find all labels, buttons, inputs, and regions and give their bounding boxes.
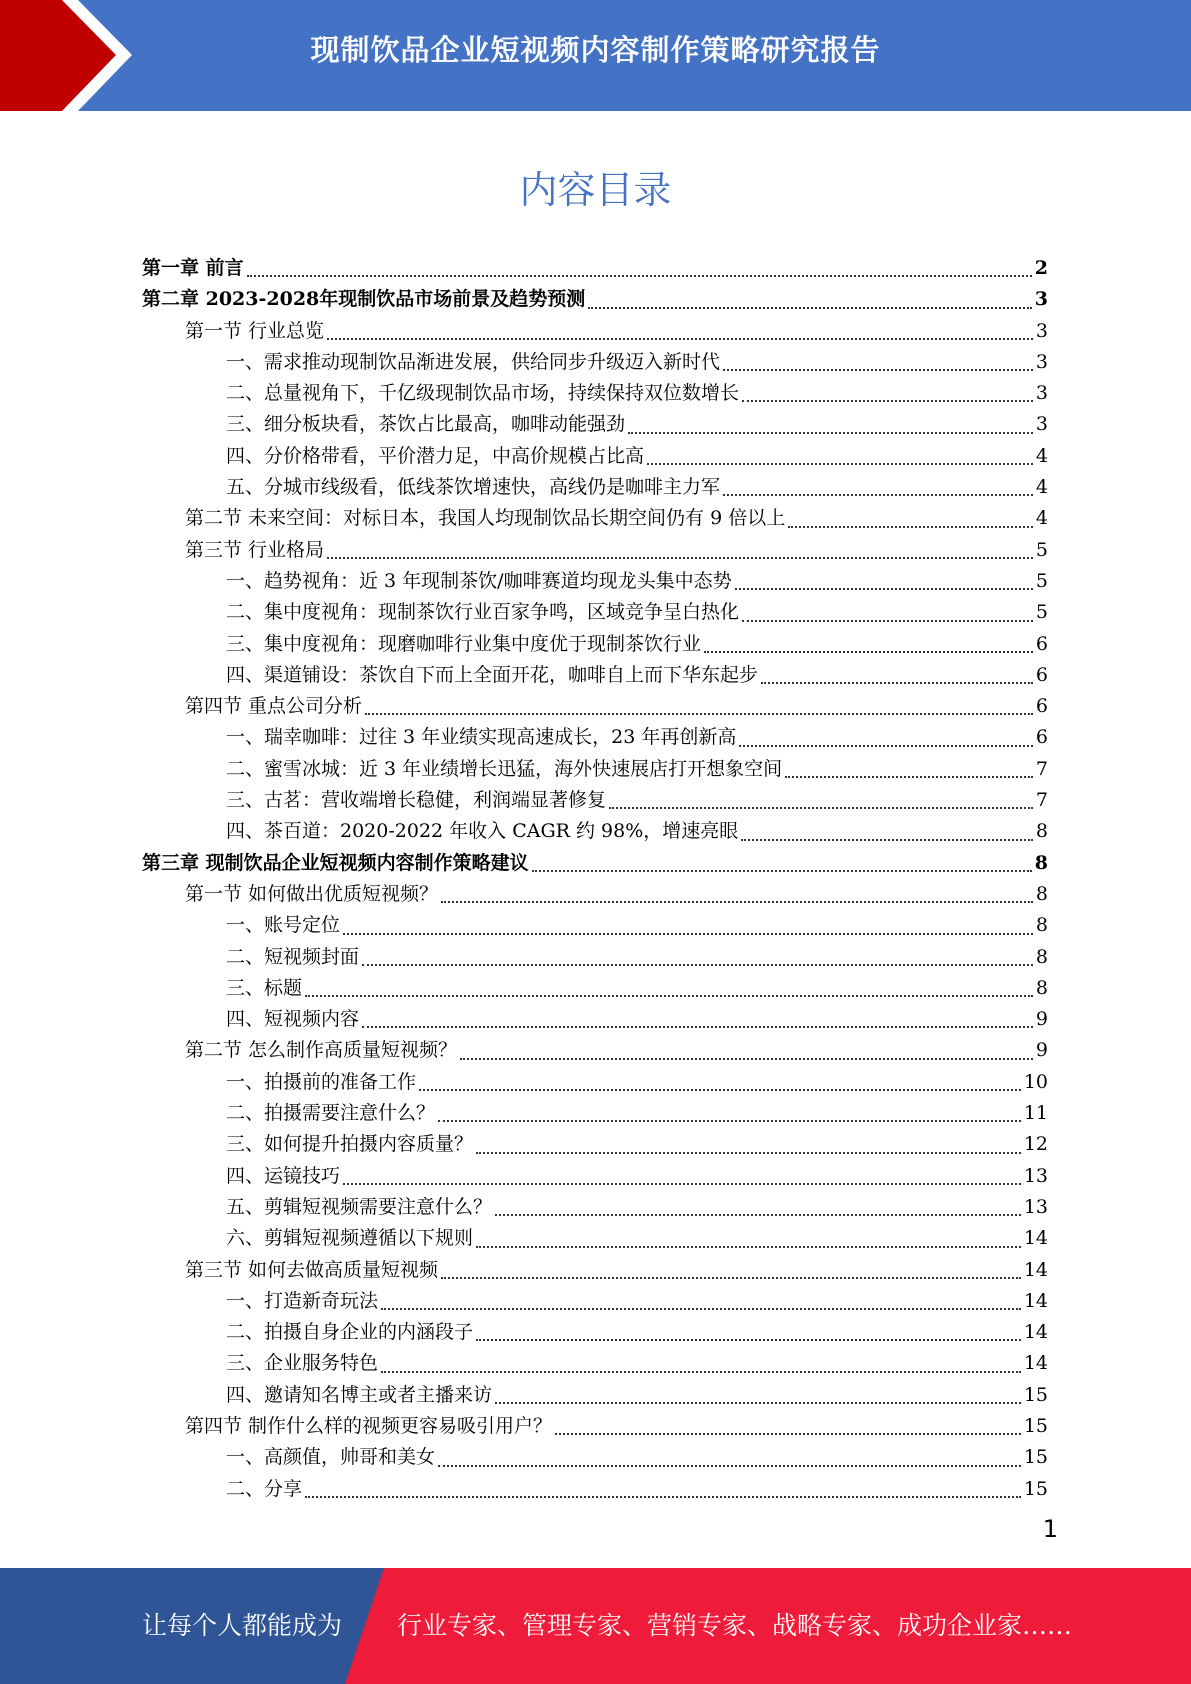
toc-entry-title: 三、标题 [226, 976, 303, 999]
toc-dot-leader [735, 588, 1033, 590]
toc-entry[interactable] [142, 378, 1048, 409]
toc-entry-page: 3 [1035, 413, 1048, 436]
toc-dot-leader [723, 369, 1033, 371]
toc-dot-leader [588, 307, 1032, 309]
toc-dot-leader [381, 1371, 1021, 1373]
toc-dot-leader [476, 1152, 1021, 1154]
toc-entry-page: 6 [1035, 632, 1048, 655]
toc-entry[interactable] [142, 1129, 1048, 1160]
toc-entry[interactable] [142, 910, 1048, 941]
toc-entry-page: 3 [1035, 319, 1048, 342]
toc-dot-leader [343, 1183, 1021, 1185]
toc-dot-leader [723, 494, 1033, 496]
toc-entry-title: 第一章 前言 [142, 257, 244, 279]
toc-entry[interactable] [142, 722, 1048, 753]
toc-dot-leader [628, 432, 1033, 434]
toc-entry-page: 9 [1035, 1008, 1048, 1031]
toc-entry[interactable] [142, 973, 1048, 1004]
toc-entry-title: 第三章 现制饮品企业短视频内容制作策略建议 [142, 851, 529, 874]
toc-entry-page: 6 [1035, 726, 1048, 749]
toc-entry[interactable] [142, 316, 1048, 347]
toc-entry[interactable] [142, 1348, 1048, 1379]
toc-entry-page: 14 [1023, 1227, 1048, 1250]
toc-dot-leader [438, 1465, 1021, 1467]
toc-entry-page: 15 [1023, 1414, 1048, 1437]
toc-entry-page: 9 [1035, 1039, 1048, 1062]
toc-entry[interactable] [142, 597, 1048, 628]
toc-entry-page: 10 [1023, 1070, 1048, 1093]
toc-entry-title: 三、细分板块看，茶饮占比最高，咖啡动能强劲 [226, 413, 626, 436]
toc-entry-page: 15 [1023, 1477, 1048, 1500]
toc-entry-page: 12 [1023, 1133, 1048, 1156]
toc-entry-title: 第二节 怎么制作高质量短视频？ [185, 1039, 458, 1062]
toc-entry-title: 一、需求推动现制饮品渐进发展，供给同步升级迈入新时代 [226, 350, 721, 373]
toc-entry[interactable] [142, 1223, 1048, 1254]
toc-dot-leader [785, 776, 1033, 778]
table-of-contents [142, 253, 1048, 1505]
toc-entry-page: 14 [1023, 1352, 1048, 1375]
toc-entry-page: 13 [1023, 1164, 1048, 1187]
toc-dot-leader [327, 338, 1033, 340]
toc-entry-title: 一、高颜值，帅哥和美女 [226, 1446, 436, 1469]
toc-entry[interactable] [142, 566, 1048, 597]
toc-entry-page: 3 [1035, 350, 1048, 373]
toc-entry-title: 一、打造新奇玩法 [226, 1289, 379, 1312]
toc-dot-leader [476, 1339, 1021, 1341]
toc-dot-leader [419, 1089, 1021, 1091]
toc-dot-leader [555, 1433, 1021, 1435]
footer-slogan-right: 行业专家、管理专家、营销专家、战略专家、成功企业家…… [397, 1611, 1073, 1640]
toc-entry-page: 14 [1023, 1289, 1048, 1312]
toc-entry[interactable] [142, 879, 1048, 910]
toc-entry-title: 第四节 重点公司分析 [185, 695, 363, 718]
toc-entry[interactable] [142, 785, 1048, 816]
toc-entry[interactable] [142, 535, 1048, 566]
toc-entry-page: 4 [1035, 444, 1048, 467]
toc-entry[interactable] [142, 1098, 1048, 1129]
toc-dot-leader [532, 870, 1032, 872]
toc-entry-title: 第二章 2023-2028年现制饮品市场前景及趋势预测 [142, 288, 586, 311]
toc-entry-title: 五、剪辑短视频需要注意什么？ [226, 1195, 493, 1218]
toc-dot-leader [305, 995, 1033, 997]
toc-entry-title: 第二节 未来空间：对标日本，我国人均现制饮品长期空间仍有 9 倍以上 [185, 507, 786, 530]
toc-dot-leader [343, 933, 1033, 935]
toc-entry[interactable] [142, 1442, 1048, 1473]
toc-dot-leader [742, 620, 1033, 622]
page-footer [0, 1568, 1191, 1684]
toc-entry[interactable] [142, 1035, 1048, 1066]
toc-entry-title: 一、拍摄前的准备工作 [226, 1070, 417, 1093]
toc-heading: 内容目录 [519, 168, 672, 212]
toc-dot-leader [647, 463, 1033, 465]
toc-entry-page: 13 [1023, 1195, 1048, 1218]
toc-entry-title: 第三节 行业格局 [185, 538, 325, 561]
toc-dot-leader [365, 713, 1033, 715]
toc-entry-title: 二、短视频封面 [226, 945, 360, 968]
toc-dot-leader [441, 901, 1033, 903]
toc-dot-leader [305, 1496, 1021, 1498]
toc-entry-title: 四、渠道铺设：茶饮自下而上全面开花，咖啡自上而下华东起步 [226, 663, 759, 686]
toc-entry-page: 8 [1035, 914, 1048, 937]
toc-dot-leader [704, 651, 1033, 653]
toc-entry[interactable] [142, 503, 1048, 534]
toc-entry-title: 第一节 如何做出优质短视频？ [185, 882, 439, 905]
toc-entry[interactable] [142, 347, 1048, 378]
toc-entry-page: 8 [1035, 945, 1048, 968]
toc-dot-leader [788, 526, 1033, 528]
toc-entry[interactable] [142, 691, 1048, 722]
toc-entry-title: 三、企业服务特色 [226, 1352, 379, 1375]
toc-entry-title: 四、邀请知名博主或者主播来访 [226, 1383, 493, 1406]
toc-entry[interactable] [142, 942, 1048, 973]
toc-entry[interactable] [142, 816, 1048, 847]
toc-dot-leader [381, 1308, 1021, 1310]
toc-entry[interactable] [142, 660, 1048, 691]
toc-entry[interactable] [142, 1004, 1048, 1035]
toc-dot-leader [495, 1214, 1021, 1216]
page-number: 1 [1042, 1515, 1058, 1543]
toc-entry-page: 5 [1035, 538, 1048, 561]
toc-dot-leader [742, 400, 1033, 402]
toc-entry[interactable] [142, 629, 1048, 660]
toc-entry-page: 7 [1035, 757, 1048, 780]
toc-entry-title: 四、分价格带看，平价潜力足，中高价规模占比高 [226, 444, 645, 467]
toc-dot-leader [495, 1402, 1021, 1404]
toc-entry-title: 四、短视频内容 [226, 1008, 360, 1031]
footer-slogan-left: 让每个人都能成为 [142, 1611, 343, 1640]
toc-entry[interactable] [142, 284, 1048, 315]
toc-entry-title: 二、总量视角下，千亿级现制饮品市场，持续保持双位数增长 [226, 382, 740, 405]
toc-entry[interactable] [142, 1192, 1048, 1223]
toc-entry-page: 15 [1023, 1446, 1048, 1469]
toc-dot-leader [761, 682, 1033, 684]
toc-entry-title: 二、集中度视角：现制茶饮行业百家争鸣，区域竞争呈白热化 [226, 601, 740, 624]
toc-entry-page: 11 [1023, 1102, 1048, 1125]
toc-dot-leader [739, 745, 1033, 747]
toc-entry[interactable] [142, 1255, 1048, 1286]
toc-entry-title: 一、趋势视角：近 3 年现制茶饮/咖啡赛道均现龙头集中态势 [226, 569, 732, 592]
toc-entry-page: 8 [1035, 976, 1048, 999]
toc-entry[interactable] [142, 1411, 1048, 1442]
toc-entry[interactable] [142, 1317, 1048, 1348]
toc-entry[interactable] [142, 409, 1048, 440]
toc-entry-page: 14 [1023, 1258, 1048, 1281]
toc-entry[interactable] [142, 1474, 1048, 1505]
toc-entry[interactable] [142, 1067, 1048, 1098]
toc-entry-page: 15 [1023, 1383, 1048, 1406]
toc-entry-title: 四、茶百道：2020-2022 年收入 CAGR 约 98%，增速亮眼 [226, 820, 739, 843]
toc-entry-title: 二、分享 [226, 1477, 303, 1500]
toc-dot-leader [362, 964, 1033, 966]
toc-entry-page: 3 [1035, 382, 1048, 405]
toc-entry-page: 2 [1034, 257, 1048, 279]
toc-entry-page: 8 [1034, 851, 1048, 874]
toc-dot-leader [741, 839, 1033, 841]
toc-entry[interactable] [142, 1286, 1048, 1317]
toc-entry-title: 三、集中度视角：现磨咖啡行业集中度优于现制茶饮行业 [226, 632, 702, 655]
toc-entry-title: 三、古茗：营收端增长稳健，利润端显著修复 [226, 789, 607, 812]
toc-entry-title: 第一节 行业总览 [185, 319, 325, 342]
toc-entry[interactable] [142, 441, 1048, 472]
toc-dot-leader [362, 1026, 1033, 1028]
toc-entry-title: 第三节 如何去做高质量短视频 [185, 1258, 439, 1281]
toc-dot-leader [247, 275, 1032, 277]
toc-entry-page: 6 [1035, 663, 1048, 686]
toc-entry-page: 6 [1035, 695, 1048, 718]
toc-entry-page: 8 [1035, 882, 1048, 905]
toc-dot-leader [460, 1058, 1033, 1060]
toc-entry-title: 五、分城市线级看，低线茶饮增速快，高线仍是咖啡主力军 [226, 476, 721, 499]
toc-entry-title: 二、蜜雪冰城：近 3 年业绩增长迅猛，海外快速展店打开想象空间 [226, 757, 783, 780]
toc-entry[interactable] [142, 754, 1048, 785]
toc-entry[interactable] [142, 1380, 1048, 1411]
toc-dot-leader [609, 807, 1033, 809]
page-header [0, 0, 1191, 111]
report-title: 现制饮品企业短视频内容制作策略研究报告 [310, 33, 881, 67]
toc-entry-page: 5 [1035, 569, 1048, 592]
toc-dot-leader [476, 1246, 1021, 1248]
toc-entry[interactable] [142, 253, 1048, 284]
toc-entry-title: 一、账号定位 [226, 914, 341, 937]
toc-entry-title: 四、运镜技巧 [226, 1164, 341, 1187]
toc-entry-page: 4 [1035, 507, 1048, 530]
toc-entry-page: 3 [1034, 288, 1048, 311]
toc-dot-leader [327, 557, 1033, 559]
toc-entry-title: 三、如何提升拍摄内容质量？ [226, 1133, 474, 1156]
toc-dot-leader [438, 1120, 1021, 1122]
toc-entry-title: 六、剪辑短视频遵循以下规则 [226, 1227, 474, 1250]
toc-entry-page: 5 [1035, 601, 1048, 624]
toc-entry[interactable] [142, 848, 1048, 879]
toc-entry[interactable] [142, 1161, 1048, 1192]
toc-entry-title: 一、瑞幸咖啡：过往 3 年业绩实现高速成长，23 年再创新高 [226, 726, 737, 749]
toc-entry-page: 8 [1035, 820, 1048, 843]
toc-entry-title: 二、拍摄自身企业的内涵段子 [226, 1321, 474, 1344]
toc-entry-page: 7 [1035, 789, 1048, 812]
toc-entry-title: 第四节 制作什么样的视频更容易吸引用户？ [185, 1414, 553, 1437]
toc-entry-page: 4 [1035, 476, 1048, 499]
toc-entry-title: 二、拍摄需要注意什么？ [226, 1102, 436, 1125]
toc-entry[interactable] [142, 472, 1048, 503]
toc-dot-leader [441, 1277, 1021, 1279]
toc-entry-page: 14 [1023, 1321, 1048, 1344]
